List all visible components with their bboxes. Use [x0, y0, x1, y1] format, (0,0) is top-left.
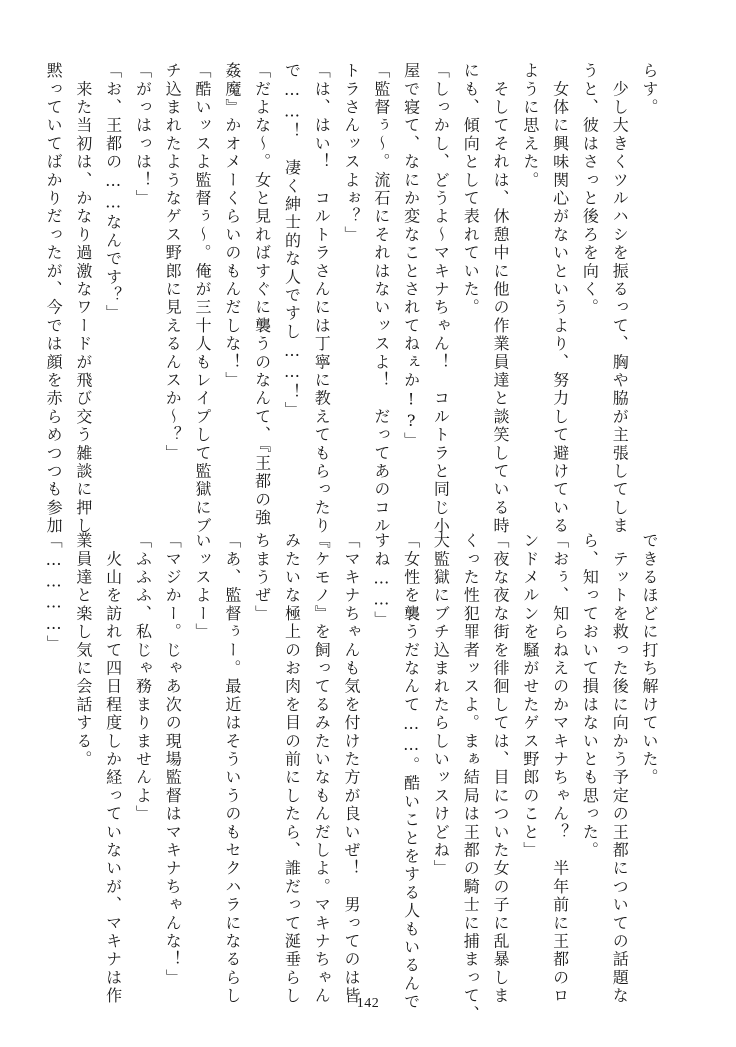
text-line: 業員達と楽し気に会話する。 — [73, 532, 93, 769]
text-line: 少し大きくツルハシを振るって、胸や脇が主張してしま — [610, 62, 630, 536]
text-line: 「監督ぅ～。流石にそれはないッスよ！ だってあのコル — [371, 62, 391, 536]
text-line: みたいな極上のお肉を目の前にしたら、誰だって涎垂らし — [282, 532, 302, 1006]
text-line: 『ケモノ』を飼ってるみたいなもんだしよ。マキナちゃん — [312, 532, 332, 1006]
text-line: できるほどに打ち解けていた。 — [640, 532, 659, 787]
text-line: 姦魔』かオメーくらいのもんだしな！」 — [222, 62, 242, 390]
text-line: 「だよな～。女と見ればすぐに襲うのなんて、『王都の強 — [252, 62, 272, 528]
text-line: いッスよー」 — [193, 532, 213, 642]
text-line: チ込まれたようなゲス野郎に見えるんスか～？」 — [163, 62, 183, 463]
text-line: 「夜な夜な街を徘徊しては、目についた女の子に乱暴しま — [491, 532, 511, 1006]
text-line: そしてそれは、休憩中に他の作業員達と談笑している時 — [491, 62, 511, 536]
text-line: くった性犯罪者ッスよ。まぁ結局は王都の騎士に捕まって、 — [461, 532, 481, 1024]
text-line: 「お、王都の……なんです？」 — [103, 62, 123, 323]
text-line: 来た当初は、かなり過激なワードが飛び交う雑談に押し — [73, 62, 93, 536]
text-line: ら、知っておいて損はないとも思った。 — [580, 532, 600, 860]
text-line: にも、傾向として表れていた。 — [461, 62, 481, 317]
text-line: 「ふふふ、私じゃ務まりませんよ」 — [133, 532, 153, 824]
text-line: テットを救った後に向かう予定の王都についての話題な — [610, 532, 630, 1006]
text-line: 女体に興味関心がないというより、努力して避けている — [550, 62, 570, 536]
text-line: うと、彼はさっと後ろを向く。 — [580, 62, 600, 317]
text-line: 「おぅ、知らねえのかマキナちゃん？ 半年前に王都のロ — [550, 532, 570, 1006]
text-line: 「マジかー。じゃあ次の現場監督はマキナちゃんな！」 — [163, 532, 183, 987]
text-line: 「は、はい！ コルトラさんには丁寧に教えてもらったり — [312, 62, 332, 536]
text-line: 屋で寝て、なにか変なことされてねぇか!?」 — [401, 62, 421, 451]
text-line: 火山を訪れて四日程度しか経っていないが、マキナは作 — [103, 532, 123, 1006]
text-line: 「しっかし、どうよ～マキナちゃん！ コルトラと同じ小 — [431, 62, 451, 536]
text-line: 「マキナちゃんも気を付けた方が良いぜ！ 男ってのは皆 — [342, 532, 362, 1006]
text-line: すね……」 — [371, 532, 391, 629]
text-line: トラさんッスよぉ？」 — [342, 62, 362, 244]
page-number: 142 — [356, 996, 380, 1011]
text-line: 「がっはっは！」 — [133, 62, 153, 208]
text-line: 大監獄にブチ込まれたらしいッスけどね」 — [431, 532, 451, 878]
upper-text-block — [38, 62, 664, 536]
text-line: ンドメルンを騒がせたゲス野郎のこと」 — [520, 532, 540, 860]
text-line: 「…………」 — [44, 532, 64, 654]
text-line: 「女性を襲うだなんて……。酷いことをする人もいるんで — [401, 532, 421, 1012]
text-line: ちまうぜ」 — [252, 532, 272, 623]
text-line: 「酷いッスよ監督ぅ～。俺が三十人もレイプして監獄にブ — [193, 62, 213, 536]
text-line: らす。 — [640, 62, 659, 117]
text-line: 黙っていてばかりだったが、今では顔を赤らめつつも参加 — [44, 62, 64, 536]
text-line: ように思えた。 — [520, 62, 540, 190]
text-line: で……！ 凄く紳士的な人ですし……！」 — [282, 62, 302, 420]
text-line: 「あ、監督ぅー。最近はそういうのもセクハラになるらし — [222, 532, 242, 1006]
